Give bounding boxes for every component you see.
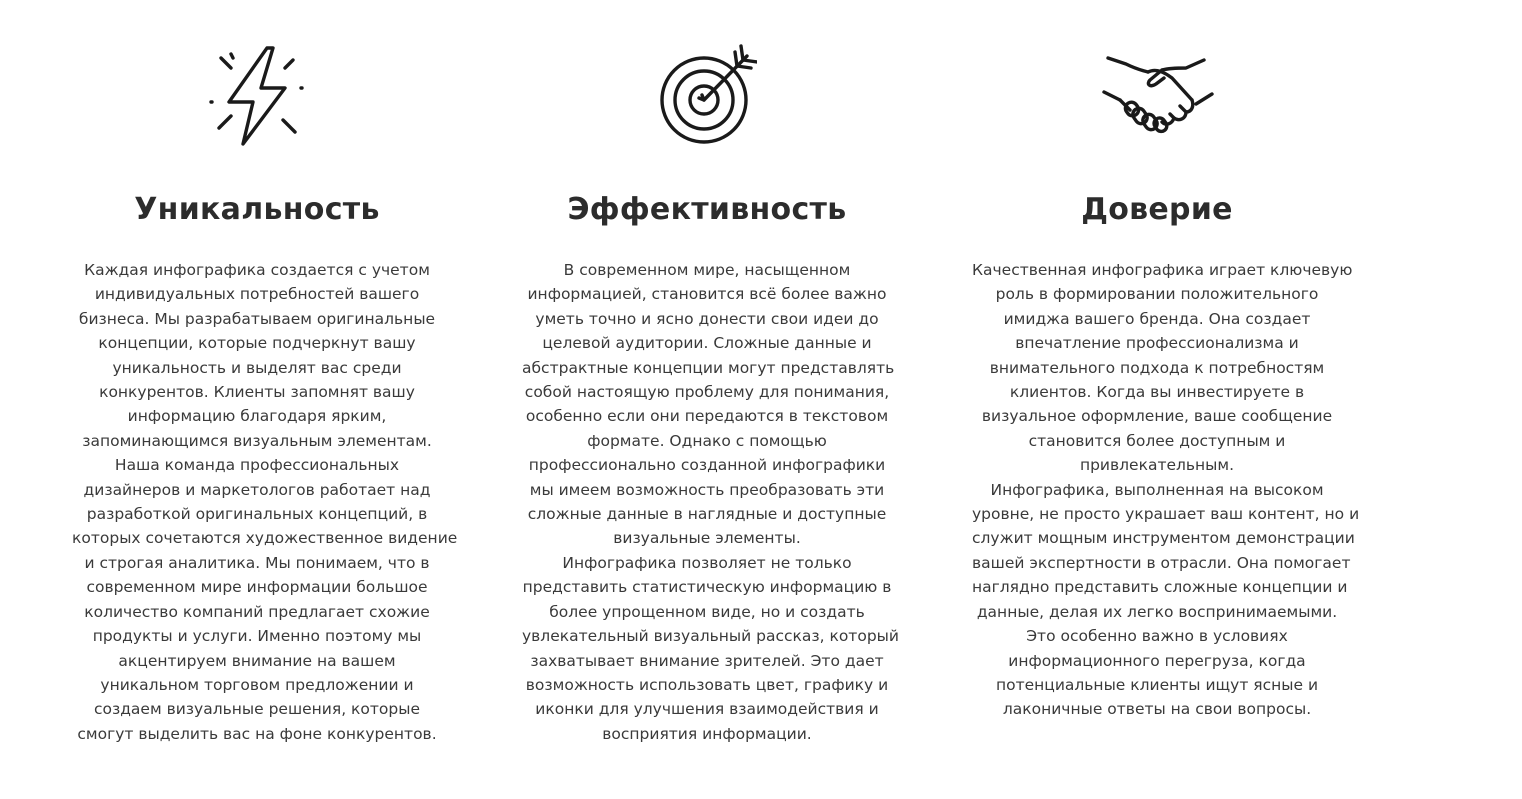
text-line: вашей экспертности в отрасли. Она помогает bbox=[972, 553, 1351, 572]
text-line: впечатление профессионализма и bbox=[1015, 334, 1299, 353]
feature-paragraph bbox=[72, 258, 442, 453]
text-line: создаем визуальные решения, которые bbox=[93, 700, 421, 719]
text-line: мы имеем возможность преобразовать эти bbox=[529, 480, 885, 499]
text-line: служит мощным инструментом демонстрации bbox=[972, 529, 1355, 548]
text-line: количество компаний предлагает схожие bbox=[84, 602, 430, 621]
text-line: собой настоящую проблему для понимания, bbox=[524, 383, 890, 402]
feature-paragraph bbox=[972, 258, 1353, 478]
text-line: иконки для улучшения взаимодействия и bbox=[535, 700, 879, 719]
text-line: визуальное оформление, ваше сообщение bbox=[981, 407, 1333, 426]
feature-description bbox=[522, 258, 899, 746]
feature-title: Уникальность bbox=[134, 192, 380, 227]
text-line: В современном мире, насыщенном bbox=[563, 261, 851, 279]
text-line: возможность использовать цвет, графику и bbox=[525, 675, 889, 694]
text-line: клиентов. Когда вы инвестируете в bbox=[1009, 383, 1305, 402]
feature-description bbox=[972, 258, 1360, 722]
text-line: восприятия информации. bbox=[602, 724, 812, 743]
text-line: индивидуальных потребностей вашего bbox=[94, 285, 420, 304]
text-line: визуальные элементы. bbox=[613, 529, 801, 548]
text-line: продукты и услуги. Именно поэтому мы bbox=[92, 627, 422, 646]
feature-description bbox=[72, 258, 458, 746]
text-line: внимательного подхода к потребностям bbox=[989, 358, 1325, 377]
text-line: концепции, которые подчеркнут вашу bbox=[98, 334, 416, 353]
text-line: потенциальные клиенты ищут ясные и bbox=[995, 675, 1319, 694]
text-line: сложные данные в наглядные и доступные bbox=[527, 505, 887, 524]
feature-paragraph bbox=[522, 258, 895, 551]
text-line: уникальность и выделят вас среди bbox=[112, 358, 402, 377]
feature-title: Доверие bbox=[1081, 192, 1233, 227]
text-line: привлекательным. bbox=[1079, 456, 1235, 475]
text-line: данные, делая их легко воспринимаемыми. bbox=[976, 602, 1338, 621]
text-line: разработкой оригинальных концепций, в bbox=[86, 505, 428, 524]
text-line: современном мире информации большое bbox=[86, 578, 428, 597]
target-icon bbox=[657, 40, 757, 150]
text-line: профессионально созданной инфографики bbox=[528, 456, 886, 475]
text-line: информацией, становится всё более важно bbox=[527, 285, 887, 304]
feature-paragraph bbox=[72, 453, 458, 746]
feature-paragraph bbox=[972, 478, 1360, 624]
lightning-icon bbox=[207, 40, 307, 150]
text-line: Инфографика позволяет не только bbox=[562, 553, 852, 572]
text-line: дизайнеров и маркетологов работает над bbox=[83, 480, 431, 499]
text-line: абстрактные концепции могут представлять bbox=[522, 358, 895, 377]
text-line: Наша команда профессиональных bbox=[114, 456, 400, 475]
text-line: представить статистическую информацию в bbox=[522, 578, 892, 597]
text-line: и строгая аналитика. Мы понимаем, что в bbox=[84, 553, 430, 572]
text-line: формате. Однако с помощью bbox=[587, 431, 827, 450]
text-line: Каждая инфографика создается с учетом bbox=[84, 261, 430, 279]
handshake-icon bbox=[1100, 40, 1216, 150]
text-line: более упрощенном виде, но и создать bbox=[549, 602, 865, 621]
text-line: роль в формировании положительного bbox=[995, 285, 1319, 304]
text-line: особенно если они передаются в текстовом bbox=[525, 407, 889, 426]
text-line: уметь точно и ясно донести свои идеи до bbox=[535, 309, 879, 328]
text-line: Качественная инфографика играет ключевую bbox=[972, 261, 1353, 279]
text-line: которых сочетаются художественное видение bbox=[72, 529, 458, 548]
text-line: становится более доступным и bbox=[1028, 431, 1286, 450]
text-line: информацию благодаря ярким, bbox=[127, 407, 387, 426]
text-line: Инфографика, выполненная на высоком bbox=[990, 480, 1324, 499]
text-line: уровне, не просто украшает ваш контент, но и bbox=[972, 505, 1360, 524]
text-line: конкурентов. Клиенты запомнят вашу bbox=[99, 383, 415, 402]
feature-title: Эффективность bbox=[567, 192, 847, 227]
text-line: бизнеса. Мы разрабатываем оригинальные bbox=[78, 309, 436, 328]
text-line: акцентируем внимание на вашем bbox=[118, 651, 396, 670]
text-line: лаконичные ответы на свои вопросы. bbox=[1002, 700, 1312, 719]
text-line: наглядно представить сложные концепции и bbox=[972, 578, 1348, 597]
text-line: Это особенно важно в условиях bbox=[1026, 627, 1288, 646]
feature-paragraph bbox=[972, 624, 1342, 722]
text-line: имиджа вашего бренда. Она создает bbox=[1003, 309, 1311, 328]
text-line: захватывает внимание зрителей. Это дает bbox=[530, 651, 884, 670]
text-line: информационного перегруза, когда bbox=[1008, 651, 1306, 670]
text-line: увлекательный визуальный рассказ, который bbox=[522, 627, 899, 646]
text-line: уникальном торговом предложении и bbox=[100, 675, 414, 694]
text-line: смогут выделить вас на фоне конкурентов. bbox=[77, 724, 437, 743]
text-line: целевой аудитории. Сложные данные и bbox=[542, 334, 872, 353]
feature-paragraph bbox=[522, 551, 899, 746]
text-line: запоминающимся визуальным элементам. bbox=[82, 431, 432, 450]
